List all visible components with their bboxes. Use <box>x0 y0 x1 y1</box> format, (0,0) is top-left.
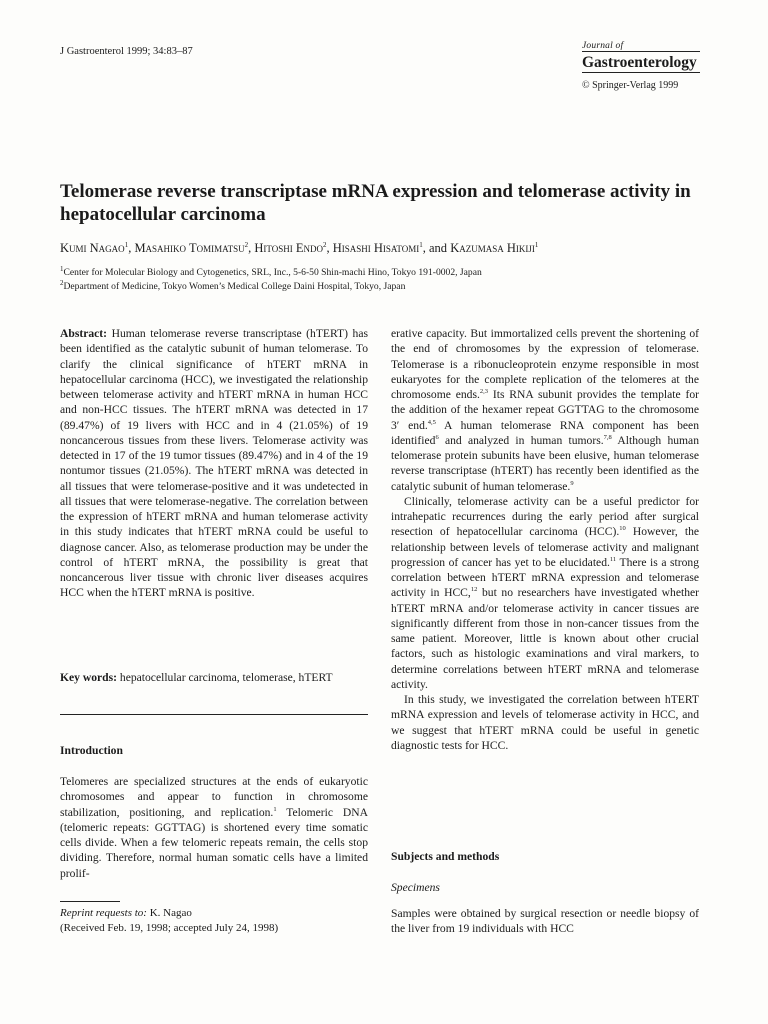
author-separator: , and <box>422 241 451 255</box>
footnote <box>60 906 368 935</box>
right-column-text <box>391 326 699 753</box>
text-run: However, the relationship between levels of telomerase activity and malignant progression of cancer has yet to be elucidated. <box>391 525 700 569</box>
author-separator: , <box>248 241 255 255</box>
specimens-paragraph <box>391 906 699 937</box>
author-affiliation-marker: 1 <box>124 240 129 249</box>
methods-heading: Subjects and methods <box>391 850 500 863</box>
text-run: Clinically, telomerase activity can be a useful predictor for intrahepatic recurrences during the early period after surgical resection of hepatocellular carcinoma (HCC). <box>391 494 699 539</box>
abstract <box>60 326 368 601</box>
affiliation-2-marker: 2 <box>60 278 64 287</box>
section-divider <box>60 714 368 715</box>
citation: 9 <box>570 479 574 487</box>
specimens-heading: Specimens <box>391 881 440 894</box>
text-run: A human telomerase RNA component has been identified <box>391 418 699 447</box>
abstract-text: Human telomerase reverse transcriptase (hTERT) has been identified as the catalytic subunit of human telomerase. To clarify the clinical significance of hTERT mRNA in hepatocellular carcinoma (HCC), we investigated the relationship between telomerase activity and hTERT mRNA in human HCC and non-HCC tissues. The hTERT mRNA was detected in 17 (89.47%) of 19 livers with HCC and in 4 (21.05%) of 19 noncancerous tissues from these livers. Telomerase activity was detected in 17 of the 19 tumor tissues (89.47%) and in 4 of the 19 nontumor tissues (21.05%). The hTERT mRNA was detected in all tissues that were telomerase-positive and it was undetected in all tissues that were telomerase-negative. The correlation between the expression of hTERT mRNA and human telomerase activity in this study indicates that hTERT mRNA could be useful to diagnose cancer. Also, as telomerase production may be under the control of hTERT mRNA, the possibility is great that noncancerous liver tissue with chronic liver diseases acquires HCC when the hTERT mRNA is positive. <box>60 327 368 600</box>
author-affiliation-marker: 2 <box>244 240 249 249</box>
author-name: Kazumasa Hikiji <box>450 241 535 255</box>
reprint-name: K. Nagao <box>146 907 192 919</box>
citation: 11 <box>609 555 617 563</box>
citation: 6 <box>435 433 439 441</box>
author-affiliation-marker: 1 <box>419 240 423 249</box>
copyright-notice: © Springer-Verlag 1999 <box>582 80 679 91</box>
author-name: Hisashi Hisatomi <box>332 241 420 255</box>
paragraph-telomerase <box>391 326 699 494</box>
keywords-text: hepatocellular carcinoma, telomerase, hTERT <box>119 671 333 684</box>
affiliation-1-text: Center for Molecular Biology and Cytogenetics, SRL, Inc., 5-6-50 Shin-machi Hino, Tokyo 191-0002, Japan <box>63 267 482 278</box>
citation: 2,3 <box>479 388 489 396</box>
article-title: Telomerase reverse transcriptase mRNA expression and telomerase activity in hepatocellular carcinoma <box>60 181 691 225</box>
citation: 7,8 <box>603 433 612 441</box>
author-affiliation-marker: 2 <box>322 240 327 249</box>
introduction-heading: Introduction <box>60 744 123 757</box>
journal-logo-small: Journal of <box>582 41 700 52</box>
logo-rule <box>582 72 700 73</box>
affiliation-2-text: Department of Medicine, Tokyo Women’s Medical College Daini Hospital, Tokyo, Japan <box>63 281 406 292</box>
introduction-paragraph <box>60 774 368 881</box>
citation: 1 <box>273 805 277 813</box>
author-list <box>60 241 710 256</box>
text-run: Its RNA subunit provides the template for the addition of the hexamer repeat GGTTAG to the chromosome 3′ end. <box>391 388 700 432</box>
text-run: Although human telomerase protein subunits have been elusive, human telomerase reverse transcriptase (hTERT) has recently been identified as the catalytic subunit of human telomerase. <box>391 433 699 493</box>
received-dates: (Received Feb. 19, 1998; accepted July 24, 1998) <box>60 921 279 934</box>
author-name: Hitoshi Endo <box>254 241 323 255</box>
author-name: Kumi Nagao <box>60 241 125 255</box>
specimens-text: Samples were obtained by surgical resection or needle biopsy of the liver from 19 individuals with HCC <box>391 907 699 936</box>
citation: 4,5 <box>427 418 436 426</box>
reprint-label: Reprint requests to: <box>60 907 147 919</box>
paragraph-study: In this study, we investigated the correlation between hTERT mRNA expression and levels of telomerase activity in HCC, and we suggest that hTERT mRNA could be useful in genetic diagnostic tests for HCC. <box>391 693 699 752</box>
intro-text-b: Telomeric DNA (telomeric repeats: GGTTAG) is shortened every time somatic cells divide. When a few telomeric repeats remain, the cells stop dividing. Therefore, normal human somatic cells have a limited prolif- <box>60 805 368 880</box>
text-run: but no researchers have investigated whether hTERT mRNA and/or telomerase activity in cancer tissues are significantly different from those in non-cancer tissues from the same patient. Moreover, little is known about other crucial factors, such as histologic examinations and viral markers, to determine correlations between hTERT mRNA and telomerase activity. <box>391 586 699 691</box>
affiliation-1 <box>60 266 710 279</box>
abstract-label: Abstract: <box>60 327 108 340</box>
citation: 10 <box>619 525 626 533</box>
affiliation-1-marker: 1 <box>60 264 64 273</box>
journal-logo-big: Gastroenterology <box>582 54 697 71</box>
keywords-label: Key words: <box>60 671 117 684</box>
text-run: erative capacity. But immortalized cells prevent the shortening of the end of chromosomes by the expression of telomerase. Telomerase is a ribonucleoprotein enzyme responsible in most eukaryotes for the complete replication of the telomeres at the chromosome ends. <box>391 327 699 401</box>
footnote-rule <box>60 901 120 902</box>
affiliation-2 <box>60 280 710 293</box>
keywords <box>60 670 368 685</box>
journal-reference: J Gastroenterol 1999; 34:83–87 <box>60 46 193 57</box>
author-separator: , <box>128 241 135 255</box>
journal-logo <box>582 41 704 73</box>
text-run: There is a strong correlation between hTERT mRNA expression and telomerase activity in HCC, <box>391 555 699 600</box>
author-affiliation-marker: 1 <box>534 240 539 249</box>
author-name: Masahiko Tomimatsu <box>134 241 245 255</box>
paragraph-clinical <box>391 494 699 692</box>
intro-text-a: Telomeres are specialized structures at the ends of eukaryotic chromosomes and appear to function in chromosome stabilization, positioning, and replication. <box>60 775 368 819</box>
text-run: and analyzed in human tumors. <box>438 433 604 447</box>
citation: 12 <box>470 586 478 594</box>
author-separator: , <box>326 241 333 255</box>
